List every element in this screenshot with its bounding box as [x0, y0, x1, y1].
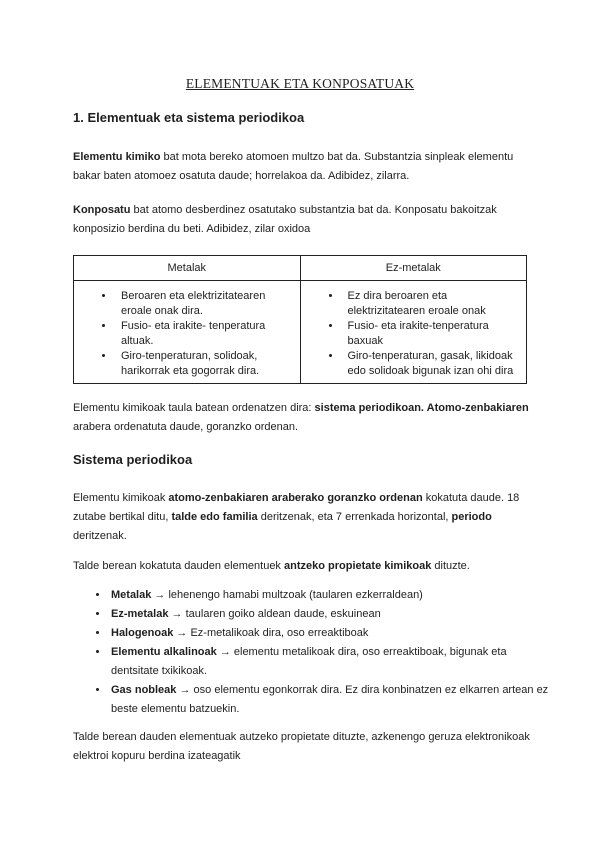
paragraph-text: dituzte.	[431, 560, 470, 572]
term-konposatu: Konposatu	[73, 204, 131, 216]
term-sistema-periodikoan: sistema periodikoan. Atomo-zenbakiaren	[314, 402, 529, 414]
list-item	[109, 643, 549, 681]
group-description: → taularen goiko aldean daude, eskuinean	[168, 608, 381, 620]
list-item	[109, 624, 549, 643]
paragraph-text: Talde berean kokatuta dauden elementuek	[73, 560, 284, 572]
paragraph-konposatu	[73, 201, 533, 239]
list-item: • Fusio- eta irakite- tenperatura altuak.	[115, 319, 294, 349]
paragraph-talde-propietateak	[73, 557, 533, 576]
list-item	[109, 681, 549, 719]
group-description: → Ez-metalikoak dira, oso erreaktiboak	[173, 627, 369, 639]
table-cell-ez-metalak	[300, 281, 527, 384]
group-name: Halogenoak	[111, 627, 174, 639]
term-antzeko-propietateak: antzeko propietate kimikoak	[284, 560, 432, 572]
group-name: Ez-metalak	[111, 608, 169, 620]
document-title: ELEMENTUAK ETA KONPOSATUAK	[185, 76, 415, 91]
list-item	[109, 586, 549, 605]
term-talde-familia: talde edo familia	[171, 511, 258, 523]
paragraph-text: bat mota bereko atomoen multzo bat da. Substantzia sinpleak elementu bakar baten atomoez osatuta daude; horrelakoa da. Adibidez, zilarra.	[73, 151, 514, 182]
table-header-metalak: Metalak	[74, 256, 301, 281]
paragraph-text: Elementu kimikoak	[73, 492, 169, 504]
list-item: • Giro-tenperaturan, gasak, likidoak edo solidoak bigunak izan ohi dira	[342, 349, 521, 379]
paragraph-sistema-periodikoan	[73, 399, 533, 437]
group-name: Gas nobleak	[111, 684, 177, 696]
term-goranzko-ordena: atomo-zenbakiaren araberako goranzko ordenan	[168, 492, 423, 504]
paragraph-elementu-kimiko	[73, 148, 533, 186]
section-heading-elementuak: 1. Elementuak eta sistema periodikoa	[73, 110, 305, 125]
paragraph-text: deritzenak, eta 7 errenkada horizontal,	[257, 511, 452, 523]
list-item: • Giro-tenperaturan, solidoak, harikorrak eta gogorrak dira.	[115, 349, 294, 379]
paragraph-geruza-elektronikoa: Talde berean dauden elementuak autzeko propietate dituzte, azkenengo geruza elektronikoak elektroi kopuru berdina izateagatik	[73, 731, 530, 762]
element-groups-list	[90, 586, 549, 719]
table-cell-metalak	[74, 281, 301, 384]
section-heading-sistema-periodikoa: Sistema periodikoa	[73, 452, 193, 467]
paragraph-text: kokatuta daude. 18 zutabe bertikal ditu,	[73, 492, 520, 523]
group-description: → oso elementu egonkorrak dira. Ez dira konbinatzen ez elkarren artean ez beste elementu batzuekin.	[111, 684, 549, 715]
table-header-ez-metalak: Ez-metalak	[300, 256, 527, 281]
list-item: • Beroaren eta elektrizitatearen eroale onak dira.	[115, 289, 294, 319]
list-item	[109, 605, 549, 624]
list-item: • Ez dira beroaren eta elektrizitatearen eroale onak	[342, 289, 521, 319]
paragraph-text: deritzenak.	[73, 530, 127, 542]
list-item: • Fusio- eta irakite-tenperatura baxuak	[342, 319, 521, 349]
group-description: → elementu metalikoak dira, oso erreaktiboak, bigunak eta dentsitate txikikoak.	[111, 646, 507, 677]
group-name: Elementu alkalinoak	[111, 646, 217, 658]
paragraph-text: arabera ordenatuta daude, goranzko ordenan.	[73, 421, 299, 433]
group-description: → lehenengo hamabi multzoak (taularen ezkerraldean)	[151, 589, 423, 601]
paragraph-text: Elementu kimikoak taula batean ordenatzen dira:	[73, 402, 315, 414]
paragraph-ordenazioa	[73, 489, 533, 546]
metal-comparison-table	[73, 255, 527, 384]
group-name: Metalak	[111, 589, 152, 601]
paragraph-text: bat atomo desberdinez osatutako substantzia bat da. Konposatu bakoitzak konposizio berdina du beti. Adibidez, zilar oxidoa	[73, 204, 497, 235]
term-elementu-kimiko: Elementu kimiko	[73, 151, 161, 163]
term-periodo: periodo	[451, 511, 492, 523]
